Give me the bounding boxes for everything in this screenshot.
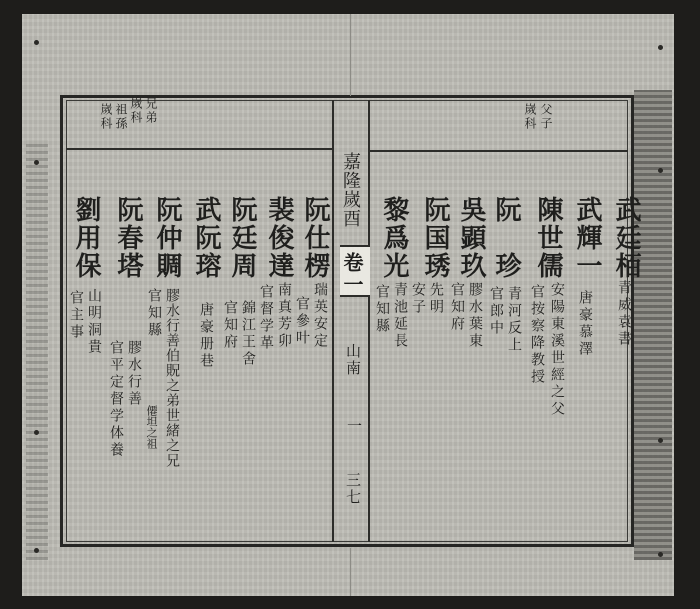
entry-name: 劉用保 — [71, 196, 101, 280]
entry-note: 青河反上 — [506, 286, 522, 354]
entry-note: 南真芳卯 — [276, 282, 292, 350]
entry-note: 山明洞貴 — [86, 288, 102, 356]
entry-sub: 官知府 — [222, 300, 238, 351]
page-stain-left — [26, 140, 48, 560]
entry-name: 裴俊達 — [264, 196, 294, 280]
header-right-label: 嵗科 — [523, 103, 537, 131]
entry-note: 唐豪册巷 — [198, 302, 214, 370]
binding-hole — [34, 160, 39, 165]
entry-name: 阮仕楞 — [300, 196, 330, 280]
entry-note: 安陽東溪世經之父 — [549, 282, 565, 418]
center-fold-left — [332, 100, 334, 542]
binding-hole — [34, 40, 39, 45]
entry-sub: 官平定督学体養 — [108, 340, 124, 459]
entry-sub: 官知縣 — [374, 284, 390, 335]
entry-note: 膠水行善伯貺之弟世緒之兄 — [164, 288, 180, 468]
binding-hole — [658, 438, 663, 443]
entry-sub: 官知府 — [449, 282, 465, 333]
page-edge-shadow — [634, 90, 672, 560]
entry-name: 阮 珍 — [491, 196, 521, 280]
header-rule-left — [66, 148, 332, 150]
entry-name: 阮国琇 — [420, 196, 450, 280]
center-fold-right — [368, 100, 370, 542]
binding-hole — [658, 552, 663, 557]
entry-name: 武阮瑢 — [191, 196, 221, 280]
entry-name: 阮春塔 — [113, 196, 143, 280]
entry-sub: 官參叶 — [294, 296, 310, 347]
header-left-label: 嵗科 — [129, 97, 143, 125]
header-rule-right — [370, 150, 628, 152]
page-crease — [350, 548, 351, 596]
entry-name: 阮廷周 — [227, 196, 257, 280]
entry-name: 武廷栢 — [611, 196, 641, 280]
entry-sub: 官主事 — [68, 290, 84, 341]
entry-note: 唐豪慕澤 — [577, 290, 593, 358]
volume-label: 卷一 — [340, 252, 364, 296]
binding-hole — [34, 430, 39, 435]
binding-hole — [658, 45, 663, 50]
center-mark: 一 — [345, 418, 363, 435]
entry-sub: 官按察降教授 — [529, 284, 545, 386]
entry-note: 青池延長 — [392, 282, 408, 350]
entry-name: 武輝一 — [572, 196, 602, 280]
binding-hole — [658, 168, 663, 173]
header-left-label: 兄弟 — [144, 97, 158, 125]
center-title: 嘉隆嵗酉 — [340, 152, 361, 228]
page-number: 三七 — [344, 472, 362, 506]
entry-note: 瑞英安定 — [312, 282, 328, 350]
entry-name: 吳顕玖 — [456, 196, 486, 280]
entry-note: 錦江王舍 — [240, 300, 256, 368]
entry-sub: 官督学革 — [258, 284, 274, 352]
header-left-label: 嵗科 — [99, 103, 113, 131]
header-right-label: 父子 — [539, 103, 553, 131]
binding-hole — [34, 548, 39, 553]
header-left-label: 祖孫 — [114, 103, 128, 131]
entry-extra: 僊坦之祖 — [145, 405, 158, 449]
entry-sub: 安子 — [410, 282, 426, 316]
entry-sub: 官郎中 — [488, 286, 504, 337]
entry-note: 膠水行善 — [126, 340, 142, 408]
entry-name: 黎爲光 — [379, 196, 409, 280]
entry-name: 陳世儒 — [533, 196, 563, 280]
entry-name: 阮仲賙 — [152, 196, 182, 280]
entry-note: 青威袁書 — [616, 280, 632, 348]
page-crease — [350, 14, 351, 96]
entry-sub: 官知縣 — [146, 288, 162, 339]
entry-note: 膠水葉東 — [467, 282, 483, 350]
entry-note: 先明 — [428, 282, 444, 316]
section-label: 山南 — [344, 343, 362, 377]
